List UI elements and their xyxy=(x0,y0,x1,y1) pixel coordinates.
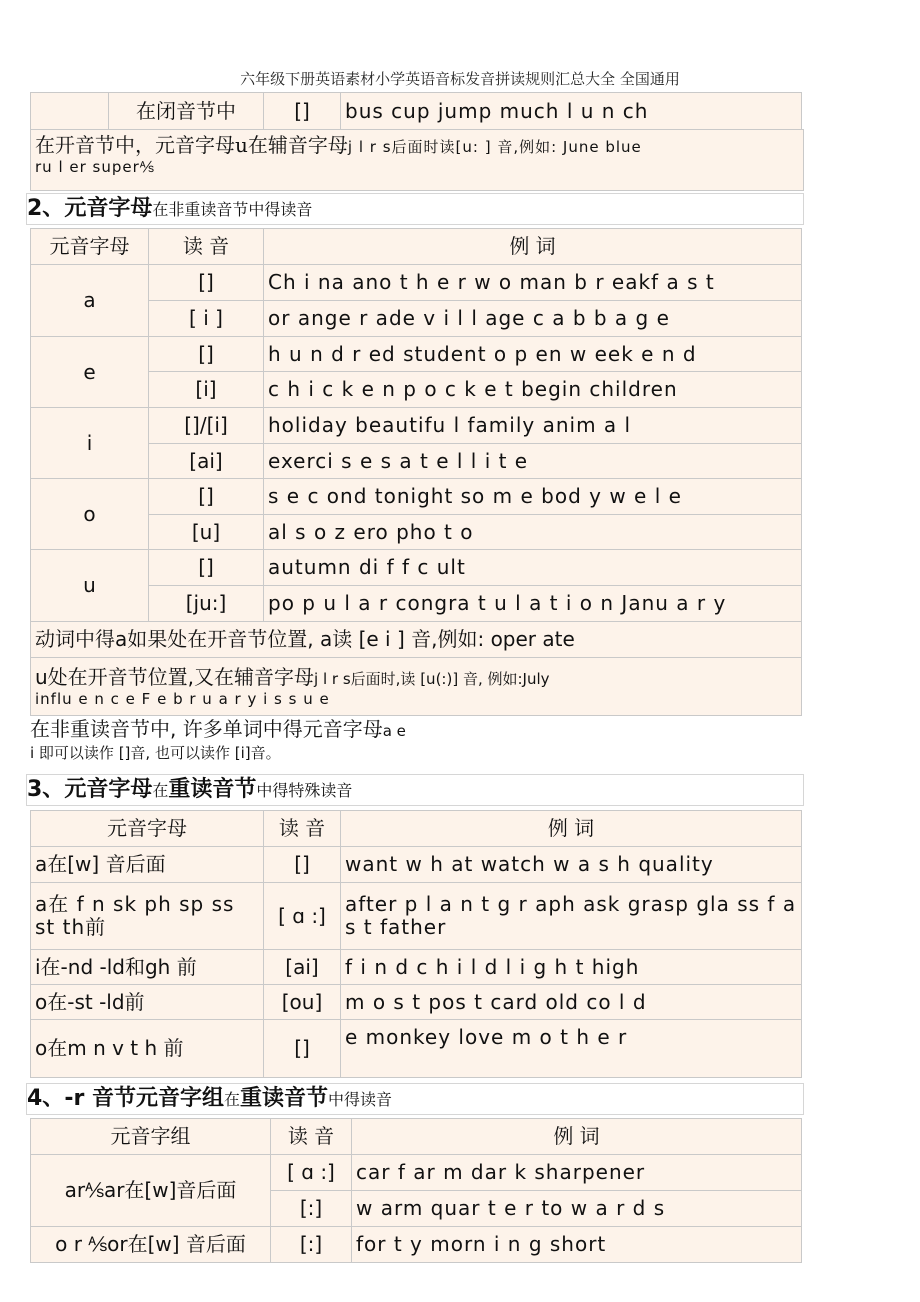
closed-syllable-label: 在闭音节中 xyxy=(109,93,264,130)
vowel-letter: a xyxy=(31,265,149,337)
unstressed-vowel-table xyxy=(30,228,802,716)
table-row: a在 f n sk ph sp ss st th前 [ ɑ :] after p l a n t g r aph ask grasp gla ss f a s t father xyxy=(31,883,802,950)
stressed-special-table xyxy=(30,810,802,1078)
closed-syllable-examples: bus cup jump much l u n ch xyxy=(341,93,802,130)
vowel-letter: o xyxy=(31,479,149,550)
table-row: i在-nd -ld和gh 前 [ai] f i n d c h i l d l i g h t high xyxy=(31,950,802,985)
table-row: [i] c h i c k e n p o c k e t begin children xyxy=(31,372,802,408)
table-row: o在m n v t h 前 [] e monkey love m o t h e r xyxy=(31,1020,802,1078)
vowel-letter: i xyxy=(31,408,149,479)
vowel-letter: u xyxy=(31,550,149,622)
unstressed-note: 在非重读音节中, 许多单词中得元音字母a e i 即可以读作 []音, 也可以读作 [i]音。 xyxy=(30,718,802,768)
col-header-examples: 例 词 xyxy=(352,1119,802,1155)
table-row: o [] s e c ond tonight so m e bod y w e l e xyxy=(31,479,802,515)
table-row: a [] Ch i na ano t h e r w o man b r eakf a s t xyxy=(31,265,802,301)
table-row: [ai] exerci s e s a t e l l i t e xyxy=(31,444,802,479)
verb-a-note-row: 动词中得a如果处在开音节位置, a读 [e i ] 音,例如: oper ate xyxy=(31,622,802,658)
table-row: ar⅍ar在[w]音后面 [ ɑ :] car f ar m dar k sharpener xyxy=(31,1155,802,1191)
col-header-letter: 元音字母 xyxy=(31,811,264,847)
table-row: o r ⅍or在[w] 音后面 [:] for t y morn i n g short xyxy=(31,1227,802,1263)
col-header-examples: 例 词 xyxy=(341,811,802,847)
section-2-heading: 2、元音字母在非重读音节中得读音 xyxy=(26,193,804,225)
page-header: 六年级下册英语素材小学英语音标发音拼读规则汇总大全 全国通用 xyxy=(240,70,680,88)
table-row: [:] w arm quar t e r to w a r d s xyxy=(31,1191,802,1227)
col-header-ipa: 读 音 xyxy=(271,1119,352,1155)
table-row: o在-st -ld前 [ou] m o s t pos t card old co l d xyxy=(31,985,802,1020)
col-header-ipa: 读 音 xyxy=(149,229,264,265)
closed-syllable-ipa: [] xyxy=(264,93,341,130)
section-4-heading: 4、-r 音节元音字组在重读音节中得读音 xyxy=(26,1083,804,1115)
col-header-letter: 元音字母 xyxy=(31,229,149,265)
table-row: [ju:] po p u l a r congra t u l a t i o n Janu a r y xyxy=(31,586,802,622)
col-header-ipa: 读 音 xyxy=(264,811,341,847)
table-row: [u] al s o z ero pho t o xyxy=(31,515,802,550)
closed-syllable-row xyxy=(30,92,802,130)
section-3-heading: 3、元音字母在重读音节中得特殊读音 xyxy=(26,774,804,806)
table-row: u [] autumn di f f c ult xyxy=(31,550,802,586)
col-header-examples: 例 词 xyxy=(264,229,802,265)
table-row: e [] h u n d r ed student o p en w eek e n d xyxy=(31,337,802,372)
table-row: [ i ] or ange r ade v i l l age c a b b a g e xyxy=(31,301,802,337)
vowel-letter: e xyxy=(31,337,149,408)
table-row: i []/[i] holiday beautifu l family anim a l xyxy=(31,408,802,444)
open-syllable-u-note-row: u处在开音节位置,又在辅音字母j l r s后面时,读 [u(:)] 音, 例如:July influ e n c e F e b r u a r y i s s u e xyxy=(31,658,802,716)
table-row: a在[w] 音后面 [] want w h at watch w a s h quality xyxy=(31,847,802,883)
open-syllable-u-note: 在开音节中，元音字母u在辅音字母j l r s后面时读[u: ] 音,例如: June blue ru l er super⅍ xyxy=(30,129,804,191)
r-syllable-table xyxy=(30,1118,802,1263)
col-header-group: 元音字组 xyxy=(31,1119,271,1155)
